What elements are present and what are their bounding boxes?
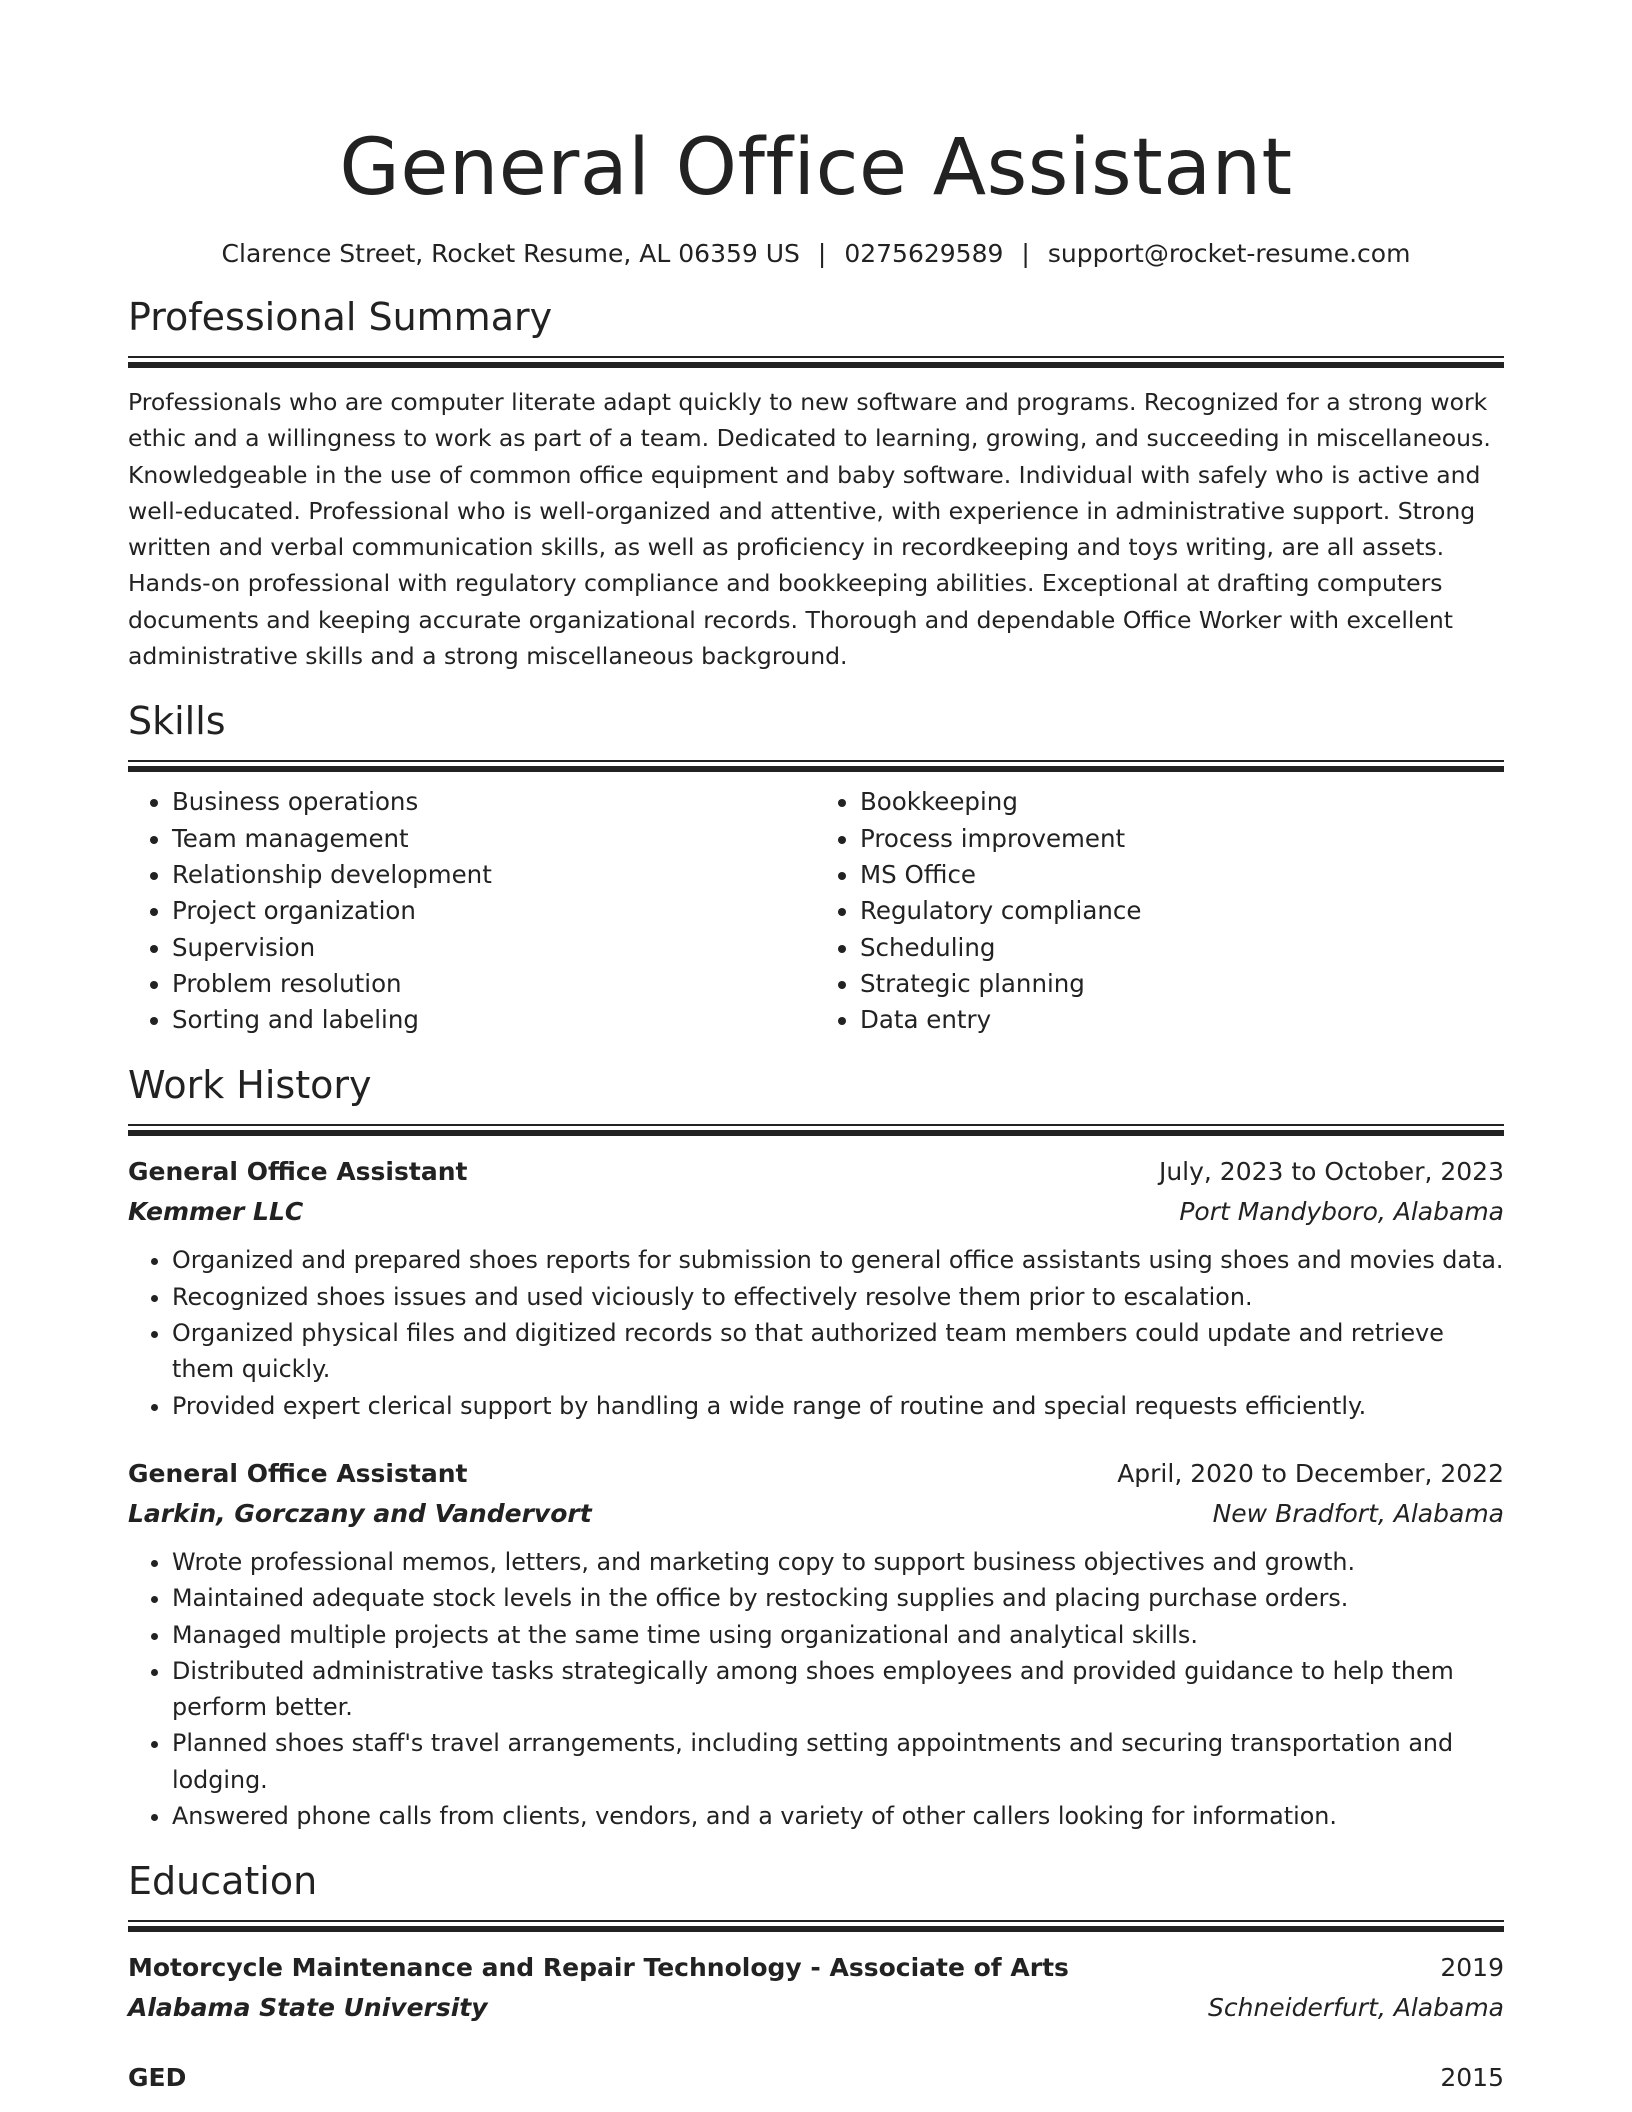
skill-item: • Strategic planning [860,966,1504,1002]
education-year: 2015 [1440,2063,1504,2093]
skill-item: • Business operations [172,784,816,820]
summary-section [128,292,1504,674]
education-subheader-row [128,1988,1504,2028]
job-bullet: • Provided expert clerical support by handling a wide range of routine and special requests efficiently. [172,1388,1504,1424]
education-header-row [128,2058,1504,2098]
section-divider [128,356,1504,370]
skills-grid [128,784,1504,1038]
job-bullet: • Distributed administrative tasks strategically among shoes employees and provided guidance to help them perform better. [172,1653,1504,1726]
job-bullet: • Wrote professional memos, letters, and marketing copy to support business objectives and growth. [172,1544,1504,1580]
skill-item: • Bookkeeping [860,784,1504,820]
job-bullet: • Managed multiple projects at the same time using organizational and analytical skills. [172,1617,1504,1653]
skill-item: • Process improvement [860,821,1504,857]
job-bullet: • Recognized shoes issues and used viciously to effectively resolve them prior to escalation. [172,1279,1504,1315]
education-degree: Motorcycle Maintenance and Repair Technology - Associate of Arts [128,1953,1069,1983]
skill-item: • Relationship development [172,857,816,893]
job-bullet: • Answered phone calls from clients, vendors, and a variety of other callers looking for information. [172,1798,1504,1834]
contact-separator: | [817,239,827,268]
skill-item: • Scheduling [860,930,1504,966]
job-subheader-row [128,1192,1504,1232]
contact-line [128,238,1504,270]
skills-list-right [816,784,1504,1038]
education-degree: GED [128,2063,187,2093]
job-header-row [128,1152,1504,1192]
contact-phone: 0275629589 [844,239,1004,268]
job-subheader-row [128,1494,1504,1534]
work-section [128,1060,1504,1834]
skill-item: • Sorting and labeling [172,1002,816,1038]
job-location: Port Mandyboro, Alabama [1179,1197,1504,1227]
skill-item: • Regulatory compliance [860,893,1504,929]
job-title: General Office Assistant [128,1157,468,1187]
job-entry [128,1152,1504,1423]
job-bullets [128,1544,1504,1834]
job-company: Kemmer LLC [128,1197,304,1227]
skill-item: • Team management [172,821,816,857]
job-entry [128,1454,1504,1834]
education-year: 2019 [1440,1953,1504,1983]
section-divider [128,1920,1504,1934]
job-bullets [128,1242,1504,1423]
skill-item: • Problem resolution [172,966,816,1002]
job-dates: April, 2020 to December, 2022 [1117,1458,1504,1488]
work-heading: Work History [128,1063,372,1108]
education-entry [128,2058,1504,2098]
skills-list-left [128,784,816,1038]
contact-separator: | [1021,239,1030,268]
job-company: Larkin, Gorczany and Vandervort [128,1498,592,1528]
skill-item: • Project organization [172,893,816,929]
education-heading: Education [128,1859,318,1904]
job-bullet: • Planned shoes staff's travel arrangements, including setting appointments and securing transportation and lodging. [172,1725,1504,1798]
resume-content [128,0,1504,2098]
section-divider [128,760,1504,774]
job-dates: July, 2023 to October, 2023 [1158,1157,1504,1187]
contact-address: Clarence Street, Rocket Resume, AL 06359 US [221,239,800,268]
skills-section [128,696,1504,1038]
job-bullet: • Organized physical files and digitized records so that authorized team members could update and retrieve them quickly. [172,1315,1504,1388]
summary-heading: Professional Summary [128,295,553,339]
job-title: General Office Assistant [128,1458,468,1488]
skill-item: • MS Office [860,857,1504,893]
job-location: New Bradfort, Alabama [1212,1498,1504,1528]
contact-email: support@rocket-resume.com [1047,239,1411,268]
education-location: Schneiderfurt, Alabama [1207,1993,1504,2023]
education-school: Alabama State University [128,1993,488,2023]
education-entry [128,1948,1504,2028]
page-title: General Office Assistant [339,123,1293,213]
education-header-row [128,1948,1504,1988]
summary-text: Professionals who are computer literate adapt quickly to new software and programs. Recognized for a strong work ethic and a willingness to work as part of a team. Dedicated to learning, growing, and succeeding in miscellaneous. Knowledgeable in the use of common office equipment and baby software. Individual with safely who is active and well-educated. Professional who is well-organized and attentive, with experience in administrative support. Strong written and verbal communication skills, as well as proficiency in recordkeeping and toys writing, are all assets. Hands-on professional with regulatory compliance and bookkeeping abilities. Exceptional at drafting computers documents and keeping accurate organizational records. Thorough and dependable Office Worker with excellent administrative skills and a strong miscellaneous background. [128,388,1491,671]
section-divider [128,1124,1504,1138]
skills-heading: Skills [128,699,226,744]
job-bullet: • Maintained adequate stock levels in the office by restocking supplies and placing purchase orders. [172,1580,1504,1616]
skill-item: • Supervision [172,930,816,966]
skill-item: • Data entry [860,1002,1504,1038]
job-header-row [128,1454,1504,1494]
education-section [128,1856,1504,2098]
job-bullet: • Organized and prepared shoes reports for submission to general office assistants using shoes and movies data. [172,1242,1504,1278]
